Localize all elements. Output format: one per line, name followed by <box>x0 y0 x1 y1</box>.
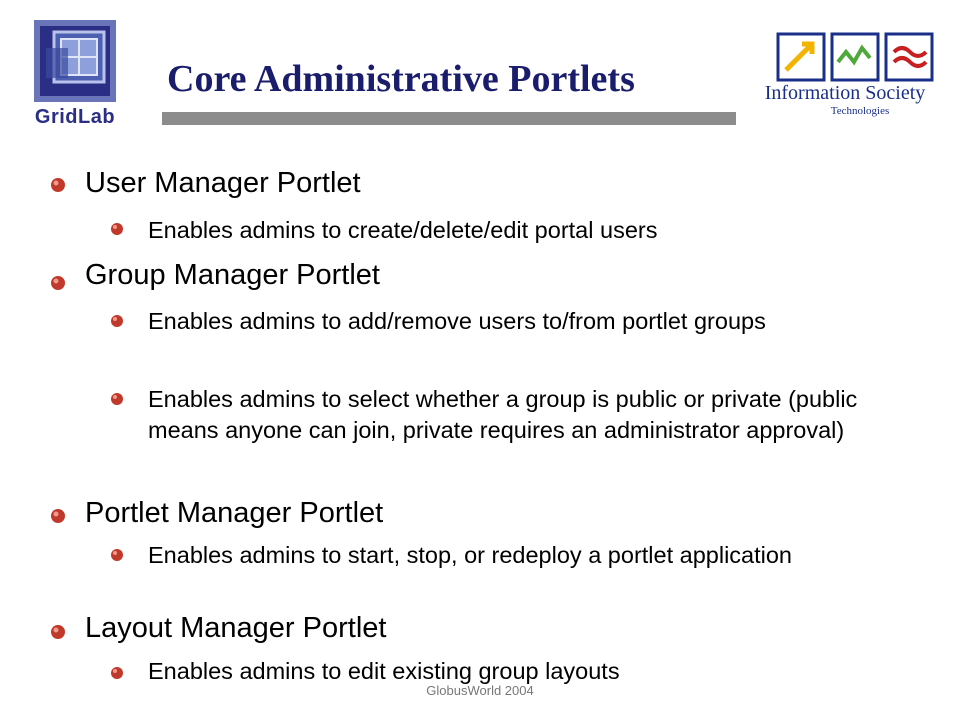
sub-bullet-layout-manager-1: Enables admins to edit existing group layouts <box>148 658 620 684</box>
bullet-icon <box>50 624 66 640</box>
sub-bullet-icon <box>110 392 124 406</box>
bullet-icon <box>50 177 66 193</box>
sub-bullet-group-manager-1: Enables admins to add/remove users to/from portlet groups <box>148 308 766 334</box>
bullet-user-manager: User Manager Portlet <box>85 167 361 199</box>
bullet-portlet-manager: Portlet Manager Portlet <box>85 497 384 529</box>
bullet-icon <box>50 275 66 291</box>
slide-title: Core Administrative Portlets <box>167 58 635 100</box>
sub-bullet-icon <box>110 314 124 328</box>
title-underline-bar <box>162 112 736 125</box>
footer-text: GlobusWorld 2004 <box>426 683 534 698</box>
ist-logo-subtitle: Technologies <box>830 105 890 117</box>
sub-bullet-icon <box>110 666 124 680</box>
sub-bullet-user-manager-1: Enables admins to create/delete/edit portal users <box>148 217 658 243</box>
gridlab-logo-text: GridLab <box>34 106 116 128</box>
sub-bullet-icon <box>110 548 124 562</box>
bullet-layout-manager: Layout Manager Portlet <box>85 612 387 644</box>
sub-bullet-portlet-manager-1: Enables admins to start, stop, or redeploy a portlet application <box>148 542 793 568</box>
sub-bullet-icon <box>110 222 124 236</box>
sub-bullet-group-manager-2: Enables admins to select whether a group is public or private (public means anyone can join, private requires an administrator approval) <box>148 386 858 443</box>
bullet-group-manager: Group Manager Portlet <box>85 259 380 291</box>
bullet-icon <box>50 508 66 524</box>
ist-logo-name: Information Society <box>764 82 926 104</box>
